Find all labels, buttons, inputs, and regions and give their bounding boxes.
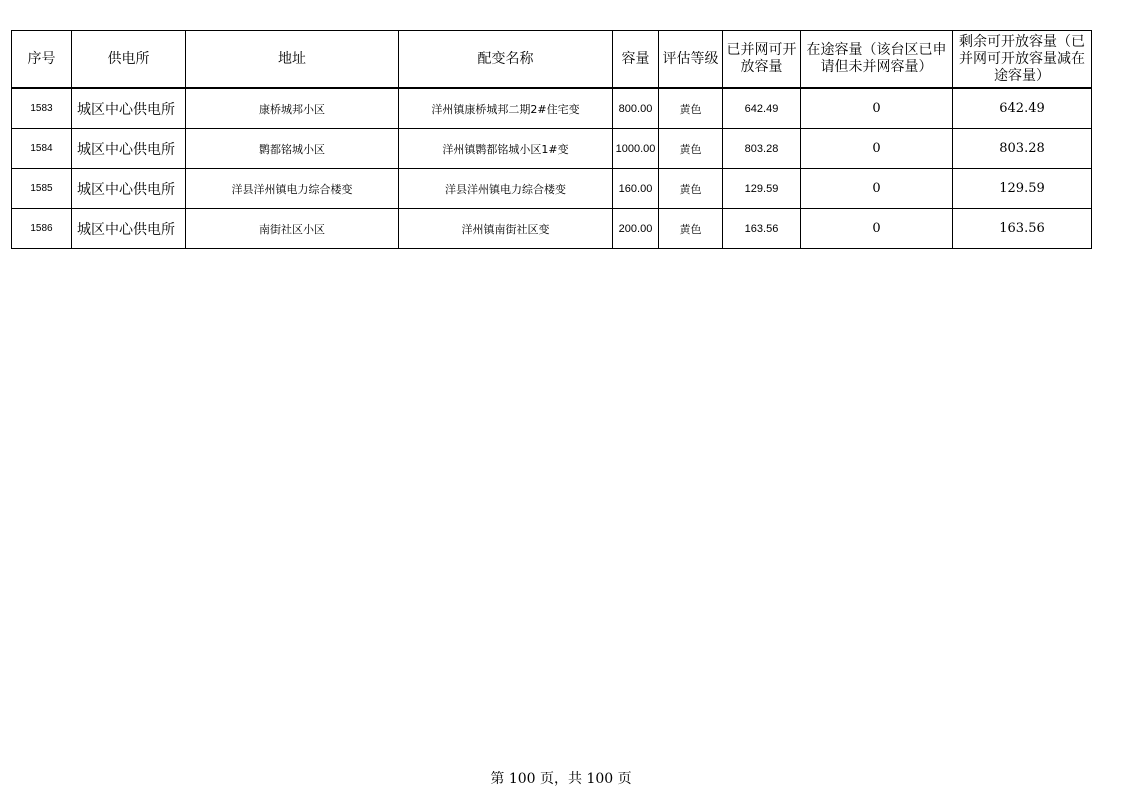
cell-open-capacity: 803.28 (723, 129, 801, 169)
cell-station: 城区中心供电所 (72, 129, 186, 169)
cell-in-transit: 0 (801, 209, 953, 249)
table-row (12, 129, 1092, 169)
table-body (12, 88, 1092, 249)
table-row (12, 88, 1092, 129)
cell-seq: 1585 (12, 169, 72, 209)
cell-grade: 黄色 (659, 169, 723, 209)
header-station: 供电所 (72, 31, 186, 89)
cell-in-transit: 0 (801, 88, 953, 129)
cell-capacity: 1000.00 (613, 129, 659, 169)
cell-station: 城区中心供电所 (72, 209, 186, 249)
cell-open-capacity: 163.56 (723, 209, 801, 249)
cell-transformer-name: 洋州镇南街社区变 (399, 209, 613, 249)
cell-open-capacity: 642.49 (723, 88, 801, 129)
header-transformer-name: 配变名称 (399, 31, 613, 89)
cell-transformer-name: 洋州镇鹮都铭城小区1#变 (399, 129, 613, 169)
cell-address: 南街社区小区 (186, 209, 399, 249)
cell-remaining: 803.28 (953, 129, 1092, 169)
cell-remaining: 163.56 (953, 209, 1092, 249)
cell-remaining: 129.59 (953, 169, 1092, 209)
header-address: 地址 (186, 31, 399, 89)
cell-transformer-name: 洋县洋州镇电力综合楼变 (399, 169, 613, 209)
capacity-table (11, 30, 1092, 249)
table-row (12, 169, 1092, 209)
cell-grade: 黄色 (659, 88, 723, 129)
cell-seq: 1583 (12, 88, 72, 129)
cell-grade: 黄色 (659, 129, 723, 169)
cell-remaining: 642.49 (953, 88, 1092, 129)
table-header (12, 31, 1092, 89)
header-remaining: 剩余可开放容量（已并网可开放容量减在途容量） (953, 31, 1092, 89)
cell-capacity: 800.00 (613, 88, 659, 129)
cell-station: 城区中心供电所 (72, 169, 186, 209)
cell-grade: 黄色 (659, 209, 723, 249)
header-open-capacity: 已并网可开放容量 (723, 31, 801, 89)
page-number-footer: 第 100 页，共 100 页 (490, 771, 632, 787)
header-in-transit: 在途容量（该台区已申请但未并网容量） (801, 31, 953, 89)
cell-open-capacity: 129.59 (723, 169, 801, 209)
header-row (12, 31, 1092, 89)
cell-address: 康桥城邦小区 (186, 88, 399, 129)
cell-capacity: 200.00 (613, 209, 659, 249)
header-seq: 序号 (12, 31, 72, 89)
cell-in-transit: 0 (801, 129, 953, 169)
cell-transformer-name: 洋州镇康桥城邦二期2#住宅变 (399, 88, 613, 129)
cell-seq: 1584 (12, 129, 72, 169)
table-row (12, 209, 1092, 249)
cell-address: 洋县洋州镇电力综合楼变 (186, 169, 399, 209)
header-grade: 评估等级 (659, 31, 723, 89)
cell-station: 城区中心供电所 (72, 88, 186, 129)
cell-seq: 1586 (12, 209, 72, 249)
cell-in-transit: 0 (801, 169, 953, 209)
header-capacity: 容量 (613, 31, 659, 89)
cell-address: 鹮都铭城小区 (186, 129, 399, 169)
cell-capacity: 160.00 (613, 169, 659, 209)
